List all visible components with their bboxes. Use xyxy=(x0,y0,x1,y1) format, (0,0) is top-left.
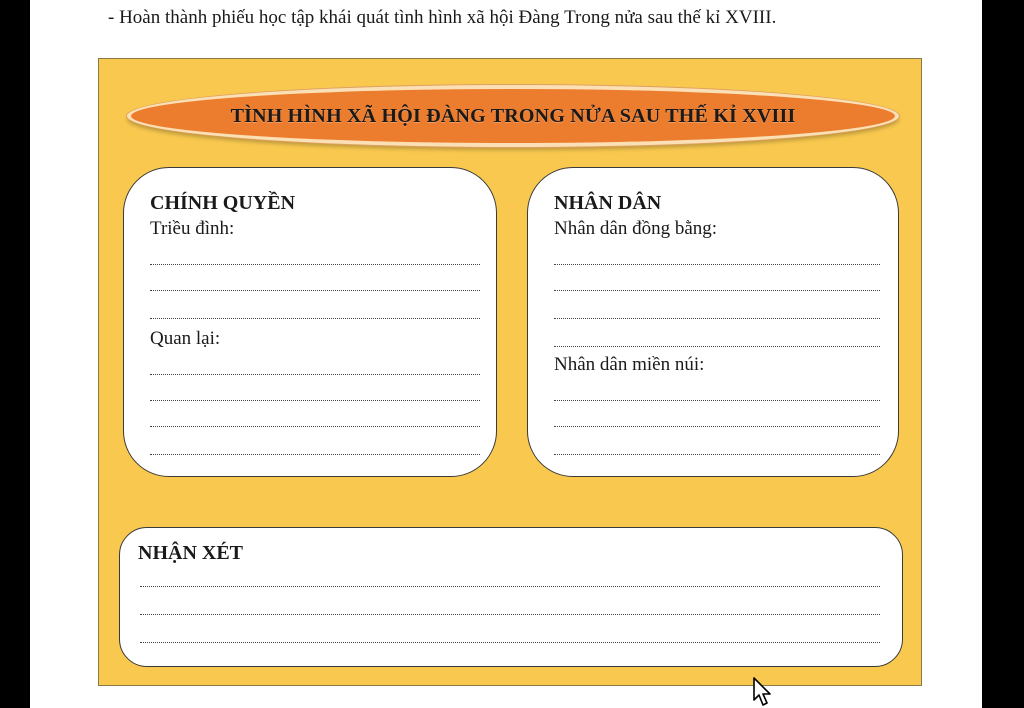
comments-heading: NHẬN XÉT xyxy=(138,542,244,564)
answer-line[interactable] xyxy=(150,426,480,427)
answer-line[interactable] xyxy=(150,290,480,291)
document-page xyxy=(30,0,982,708)
comments-card xyxy=(119,527,903,667)
lowland-people-label: Nhân dân đồng bằng: xyxy=(554,218,718,239)
answer-line[interactable] xyxy=(554,400,880,401)
government-heading: CHÍNH QUYỀN xyxy=(150,192,296,214)
answer-line[interactable] xyxy=(554,290,880,291)
answer-line[interactable] xyxy=(554,318,880,319)
people-heading: NHÂN DÂN xyxy=(554,192,662,214)
answer-line[interactable] xyxy=(150,400,480,401)
people-card xyxy=(527,167,899,477)
answer-line[interactable] xyxy=(150,264,480,265)
worksheet-banner xyxy=(127,85,899,147)
answer-line[interactable] xyxy=(554,346,880,347)
answer-line[interactable] xyxy=(554,264,880,265)
answer-line[interactable] xyxy=(150,454,480,455)
answer-line[interactable] xyxy=(140,642,880,643)
answer-line[interactable] xyxy=(140,614,880,615)
answer-line[interactable] xyxy=(554,426,880,427)
answer-line[interactable] xyxy=(150,318,480,319)
highland-people-label: Nhân dân miền núi: xyxy=(554,354,705,375)
worksheet xyxy=(98,58,922,686)
answer-line[interactable] xyxy=(150,374,480,375)
officials-label: Quan lại: xyxy=(150,328,221,349)
court-label: Triều đình: xyxy=(150,218,235,239)
mouse-pointer-icon xyxy=(752,676,776,708)
instruction-text: - Hoàn thành phiếu học tập khái quát tình hình xã hội Đàng Trong nửa sau thế kỉ XVIII. xyxy=(108,7,777,28)
government-card xyxy=(123,167,497,477)
answer-line[interactable] xyxy=(554,454,880,455)
banner-title: TÌNH HÌNH XÃ HỘI ĐÀNG TRONG NỬA SAU THẾ KỈ XVIII xyxy=(230,104,796,127)
answer-line[interactable] xyxy=(140,586,880,587)
